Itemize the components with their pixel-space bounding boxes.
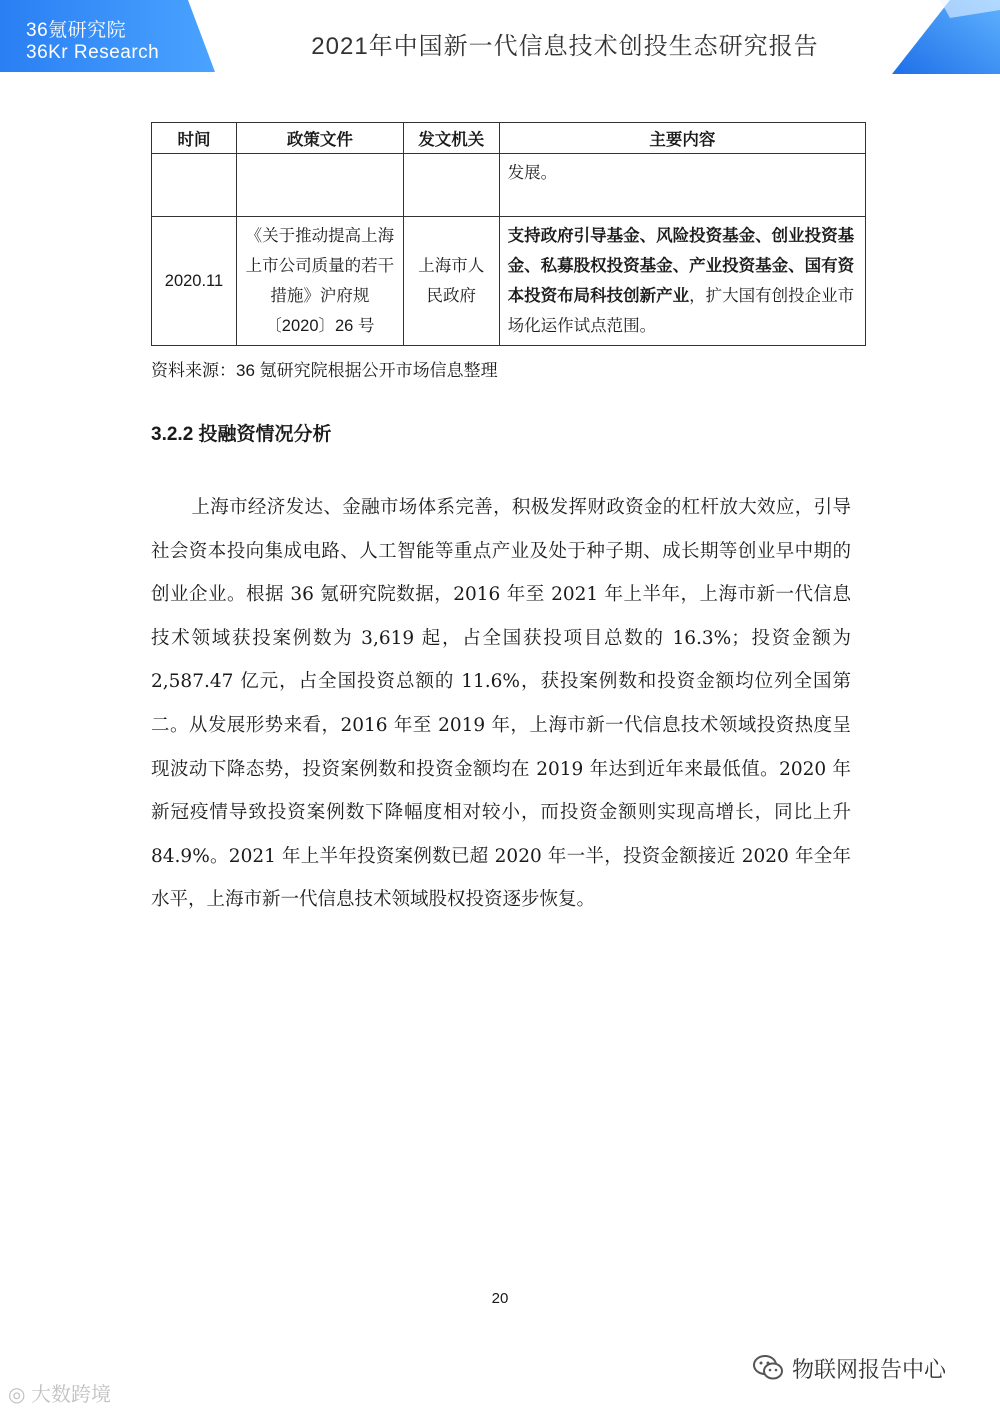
page-number: 20 xyxy=(491,1290,509,1307)
cell-content xyxy=(499,217,865,346)
watermark-right-text: 物联网报告中心 xyxy=(792,1356,947,1382)
watermark-left xyxy=(8,1378,111,1407)
watermark-left-text: 大数跨境 xyxy=(31,1384,112,1406)
source-note: 资料来源：36 氪研究院根据公开市场信息整理 xyxy=(151,361,498,380)
table-row xyxy=(152,154,866,217)
logo-line-2: 36Kr Research xyxy=(26,42,160,63)
body-paragraph xyxy=(151,486,851,922)
logo-line-1: 36氪研究院 xyxy=(26,20,127,41)
cell-doc: 《关于推动提高上海上市公司质量的若干措施》沪府规〔2020〕26 号 xyxy=(236,217,403,346)
cell-agency: 上海市人民政府 xyxy=(403,217,499,346)
header-policy-doc: 政策文件 xyxy=(236,123,403,154)
watermark-right xyxy=(752,1352,946,1384)
content-emphasis: 支持政府引导基金、风险投资基金、创业投资基金、私募股权投资基金、产业投资基金、国有资本投资布局科技创新产业 xyxy=(507,227,855,305)
brand-logo xyxy=(26,20,159,64)
table-row xyxy=(152,217,866,346)
header-agency: 发文机关 xyxy=(403,123,499,154)
wechat-icon xyxy=(752,1352,784,1384)
cell-date xyxy=(152,154,237,217)
header-date: 时间 xyxy=(152,123,237,154)
cell-date: 2020.11 xyxy=(152,217,237,346)
cell-doc xyxy=(236,154,403,217)
corner-decoration xyxy=(880,0,1000,74)
content-remainder: ，扩大国有创投企业市场化运作试点范围。 xyxy=(507,287,855,335)
table-header-row xyxy=(152,123,866,154)
policy-table xyxy=(151,122,866,346)
section-heading: 3.2.2 投融资情况分析 xyxy=(151,424,332,445)
weibo-icon: ◎ xyxy=(8,1384,26,1406)
header-content: 主要内容 xyxy=(499,123,865,154)
report-title: 2021年中国新一代信息技术创投生态研究报告 xyxy=(311,33,819,60)
cell-agency xyxy=(403,154,499,217)
paragraph-text: 上海市经济发达、金融市场体系完善，积极发挥财政资金的杠杆放大效应，引导社会资本投向集成电路、人工智能等重点产业及处于种子期、成长期等创业早中期的创业企业。根据 36 氪研究院数据，2016 年至 2021 年上半年，上海市新一代信息技术领域获投案例数为 3,619 起，占全国获投项目总数的 16.3%；投资金额为 2,587.47 亿元，占全国投资总额的 11.6%，获投案例数和投资金额均位列全国第二。从发展形势来看，2016 年至 2019 年，上海市新一代信息技术领域投资热度呈现波动下降态势，投资案例数和投资金额均在 2019 年达到近年来最低值。2020 年新冠疫情导致投资案例数下降幅度相对较小，而投资金额则实现高增长，同比上升 84.9%。2021 年上半年投资案例数已超 2020 年一半，投资金额接近 2020 年全年水平，上海市新一代信息技术领域股权投资逐步恢复。 xyxy=(151,497,851,911)
cell-content: 发展。 xyxy=(499,154,865,217)
